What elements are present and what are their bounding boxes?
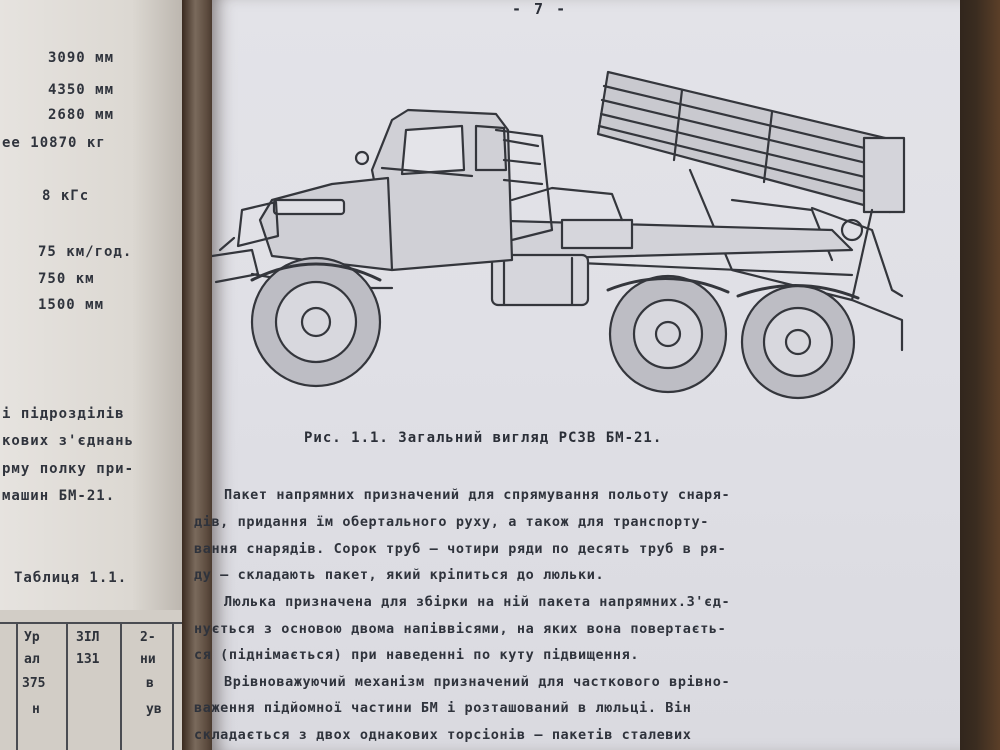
rocket-tube-pack <box>598 72 904 212</box>
table-cell: 375 <box>22 676 46 691</box>
paragraph-line: ду – складають пакет, який кріпиться до люльки. <box>194 567 605 583</box>
table-cell: ал <box>24 652 40 667</box>
left-text-fragment: машин БМ-21. <box>2 488 116 504</box>
spec-value: ее 10870 кг <box>2 135 106 151</box>
spec-value: 8 кГс <box>42 188 90 204</box>
table-cell: н <box>32 702 40 717</box>
table-cell: ув <box>146 702 162 717</box>
paragraph-line: нується з основою двома напіввісями, на яких вона повертаєть- <box>194 621 727 637</box>
truck-illustration <box>212 60 924 410</box>
paragraph-line: ся (піднімається) при наведенні по куту підвищення. <box>194 647 640 663</box>
paragraph-line: складається з двох однакових торсіонів – пакетів сталевих <box>194 727 692 743</box>
table-border <box>120 622 122 750</box>
page-number: - 7 - <box>512 0 568 18</box>
paragraph-line: Люлька призначена для збірки на ній пакета напрямних.З'єд- <box>224 594 731 610</box>
table-cell: ЗІЛ <box>76 630 100 645</box>
right-page <box>194 0 960 750</box>
left-page <box>0 0 188 610</box>
table-caption: Таблиця 1.1. <box>14 570 128 586</box>
table-cell: в <box>146 676 154 691</box>
table-border <box>0 622 182 624</box>
left-text-fragment: і підрозділів <box>2 406 125 422</box>
table-cell: 2- <box>140 630 156 645</box>
spec-table-fragment <box>0 610 182 750</box>
paragraph-line: Пакет напрямних призначений для спрямування польоту снаря- <box>224 487 731 503</box>
left-text-fragment: кових з'єднань <box>2 433 135 449</box>
paragraph-line: важення підйомної частини БМ і розташований в люльці. Він <box>194 700 692 716</box>
figure-caption: Рис. 1.1. Загальний вигляд РСЗВ БМ-21. <box>304 430 663 446</box>
spec-value: 1500 мм <box>38 297 105 313</box>
table-border <box>66 622 68 750</box>
paragraph-line: дів, придання їм обертального руху, а також для транспорту- <box>194 514 709 530</box>
left-text-fragment: рму полку при- <box>2 461 135 477</box>
table-cell: ни <box>140 652 156 667</box>
spec-value: 75 км/год. <box>38 244 133 260</box>
table-cell: Ур <box>24 630 40 645</box>
spec-value: 2680 мм <box>48 107 115 123</box>
spec-value: 4350 мм <box>48 82 115 98</box>
spec-value: 750 км <box>38 271 95 287</box>
table-cell: 131 <box>76 652 100 667</box>
paragraph-line: вання снарядів. Сорок труб – чотири ряди по десять труб в ря- <box>194 541 727 557</box>
table-border <box>16 622 18 750</box>
spec-value: 3090 мм <box>48 50 115 66</box>
table-border <box>172 622 174 750</box>
paragraph-line: Врівноважуючий механізм призначений для часткового врівно- <box>224 674 731 690</box>
